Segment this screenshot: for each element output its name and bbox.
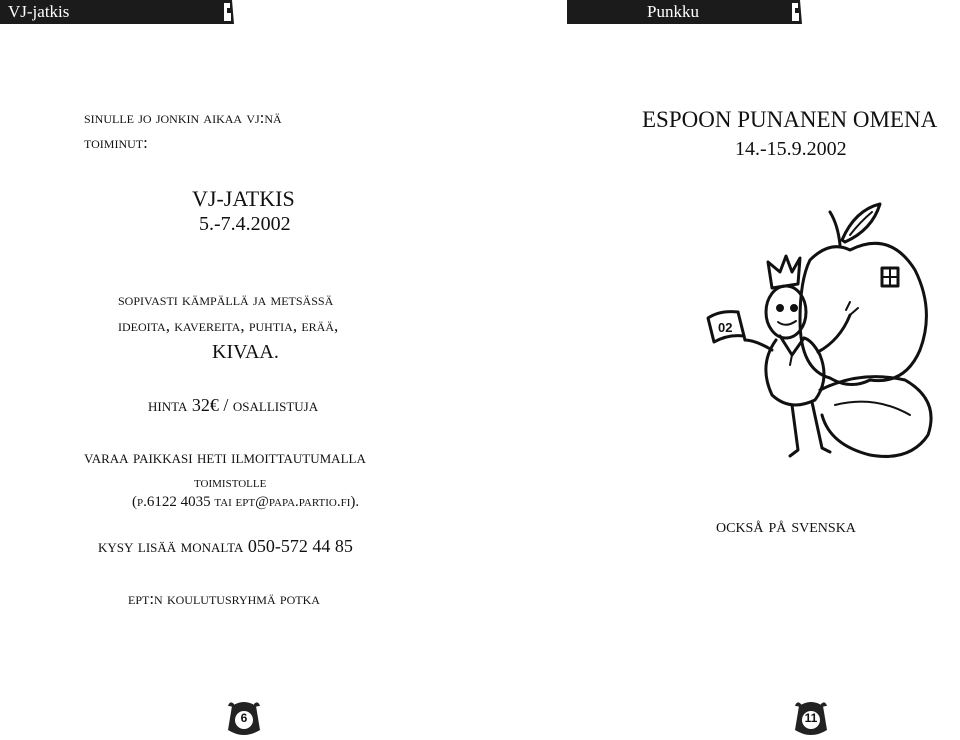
event-title: VJ-JATKIS [192,186,295,211]
apple-scout-illustration [700,200,940,462]
right-event-dates: 14.-15.9.2002 [735,138,847,160]
right-header-bar [567,0,800,24]
left-header-ornament-icon [218,0,238,24]
event-dates: 5.-7.4.2002 [199,213,291,235]
description-line-3: KIVAA. [212,341,279,363]
register-line-3: (p.6122 4035 tai ept@papa.partio.fi). [132,494,360,510]
left-header-title: VJ-jatkis [8,2,70,21]
description-line-1: sopivasti kämpällä ja metsässä [118,290,334,309]
right-event-title: ESPOON PUNANEN OMENA [642,107,938,132]
page-number-left: 6 [240,711,248,725]
page-number-right: 11 [804,711,818,725]
register-line-1: varaa paikkasi heti ilmoittautumalla [84,447,366,467]
register-line-2: toimistolle [194,474,267,491]
right-header-title: Punkku [647,2,699,21]
intro-line-2: toiminut: [84,133,148,152]
organizer-text: ept:n koulutusryhmä potka [128,589,320,608]
left-header-bar [0,0,232,24]
right-header-ornament-icon [786,0,806,24]
flag-text: 02 [718,320,733,335]
price-text: hinta 32€ / osallistuja [148,395,319,415]
description-line-2: ideoita, kavereita, puhtia, erää, [118,316,339,335]
intro-line-1: sinulle jo jonkin aikaa vj:nä [84,108,282,127]
swedish-note: också på svenska [716,515,856,537]
contact-text: kysy lisää monalta 050-572 44 85 [98,536,353,556]
